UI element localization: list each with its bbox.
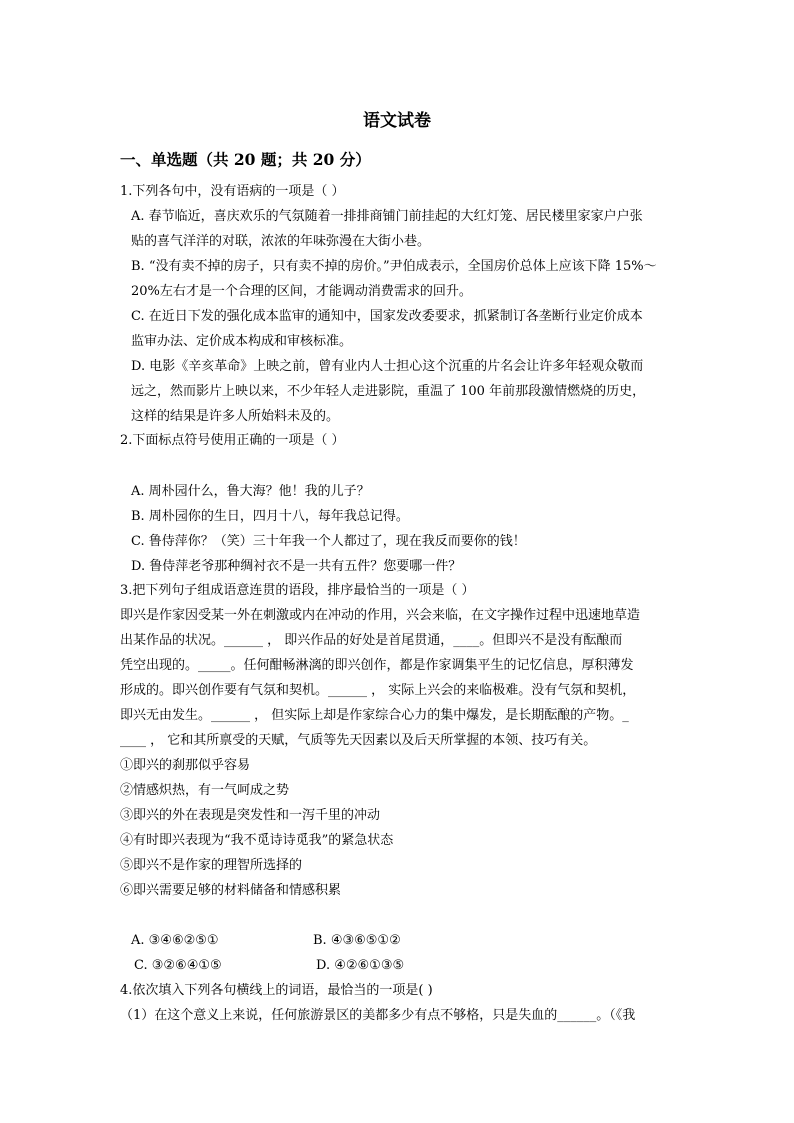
- exam-title: 语文试卷: [363, 111, 431, 131]
- question-1-option-a-cont: 贴的喜气洋洋的对联，浓浓的年味弥漫在大街小巷。: [131, 234, 431, 249]
- question-3-passage-line: 即兴是作家因受某一外在刺激或内在冲动的作用，兴会来临，在文字操作过程中迅速地草造: [120, 608, 641, 623]
- question-3-passage-line: 出某作品的状况。______ ， 即兴作品的好处是首尾贯通，____。但即兴不是没有酝酿而: [120, 633, 623, 648]
- question-2-option-c: C. 鲁侍萍你？（笑）三十年我一个人都过了，现在我反而要你的钱！: [131, 534, 526, 549]
- question-4-stem: 4.依次填入下列各句横线上的词语，最恰当的一项是( ): [120, 983, 433, 998]
- question-3-sentence-4: ④有时即兴表现为“我不觅诗诗觅我”的紧急状态: [120, 833, 394, 848]
- question-2-option-d: D. 鲁侍萍老爷那种绸衬衣不是一共有五件？您要哪一件？: [131, 559, 462, 574]
- question-3-sentence-5: ⑤即兴不是作家的理智所选择的: [120, 858, 303, 873]
- question-1-option-b-cont: 20%左右才是一个合理的区间，才能调动消费需求的回升。: [131, 284, 472, 299]
- question-3-sentence-6: ⑥即兴需要足够的材料储备和情感积累: [120, 883, 342, 898]
- section-heading: 一、单选题（共 20 题；共 20 分）: [120, 150, 371, 169]
- question-1-option-d: D. 电影《辛亥革命》上映之前，曾有业内人士担心这个沉重的片名会让许多年轻观众敬而: [131, 359, 644, 374]
- question-3-passage-line: 即兴无由发生。______ ， 但实际上却是作家综合心力的集中爆发，是长期酝酿的产物。_: [120, 708, 629, 723]
- question-1-option-b: B. “没有卖不掉的房子，只有卖不掉的房价。”尹伯成表示，全国房价总体上应该下降 15%～: [131, 259, 657, 274]
- question-2-stem: 2.下面标点符号使用正确的一项是（ ）: [120, 433, 345, 448]
- question-2-option-b: B. 周朴园你的生日，四月十八，每年我总记得。: [131, 509, 409, 524]
- question-3-passage-line: 凭空出现的。_____。任何酣畅淋漓的即兴创作，都是作家调集平生的记忆信息，厚积薄发: [120, 658, 634, 673]
- question-3-sentence-2: ②情感炽热，有一气呵成之势: [120, 783, 290, 798]
- question-1-option-d-cont: 远之，然而影片上映以来，不少年轻人走进影院，重温了 100 年前那段激情燃烧的历史，: [131, 384, 646, 399]
- question-1-option-c-cont: 监审办法、定价成本构成和审核标准。: [131, 334, 353, 349]
- question-3-option-c: C. ③②⑥④①⑤: [134, 958, 222, 973]
- question-3-sentence-3: ③即兴的外在表现是突发性和一泻千里的冲动: [120, 808, 381, 823]
- question-1-option-a: A. 春节临近，喜庆欢乐的气氛随着一排排商铺门前挂起的大红灯笼、居民楼里家家户户张: [131, 209, 643, 224]
- question-4-item-1: （1）在这个意义上来说，任何旅游景区的美都多少有点不够格，只是失血的______。（《我: [120, 1008, 636, 1023]
- question-3-passage-line: ____ ， 它和其所禀受的天赋，气质等先天因素以及后天所掌握的本领、技巧有关。: [120, 733, 597, 748]
- question-3-passage-line: 形成的。即兴创作要有气氛和契机。______ ， 实际上兴会的来临极难。没有气氛和契机，: [120, 683, 636, 698]
- question-3-option-a: A. ③④⑥②⑤①: [131, 933, 219, 948]
- question-3-option-b: B. ④③⑥⑤①②: [313, 933, 401, 948]
- question-3-option-d: D. ④②⑥①③⑤: [316, 958, 405, 973]
- question-3-stem: 3.把下列句子组成语意连贯的语段，排序最恰当的一项是（ ）: [120, 583, 475, 598]
- question-1-option-c: C. 在近日下发的强化成本监审的通知中，国家发改委要求，抓紧制订各垄断行业定价成本: [131, 309, 643, 324]
- question-1-option-d-cont2: 这样的结果是许多人所始料未及的。: [131, 409, 340, 424]
- question-1-stem: 1.下列各句中，没有语病的一项是（ ）: [120, 184, 345, 199]
- question-2-option-a: A. 周朴园什么，鲁大海？他！我的儿子？: [131, 484, 370, 499]
- question-3-sentence-1: ①即兴的刹那似乎容易: [120, 758, 251, 773]
